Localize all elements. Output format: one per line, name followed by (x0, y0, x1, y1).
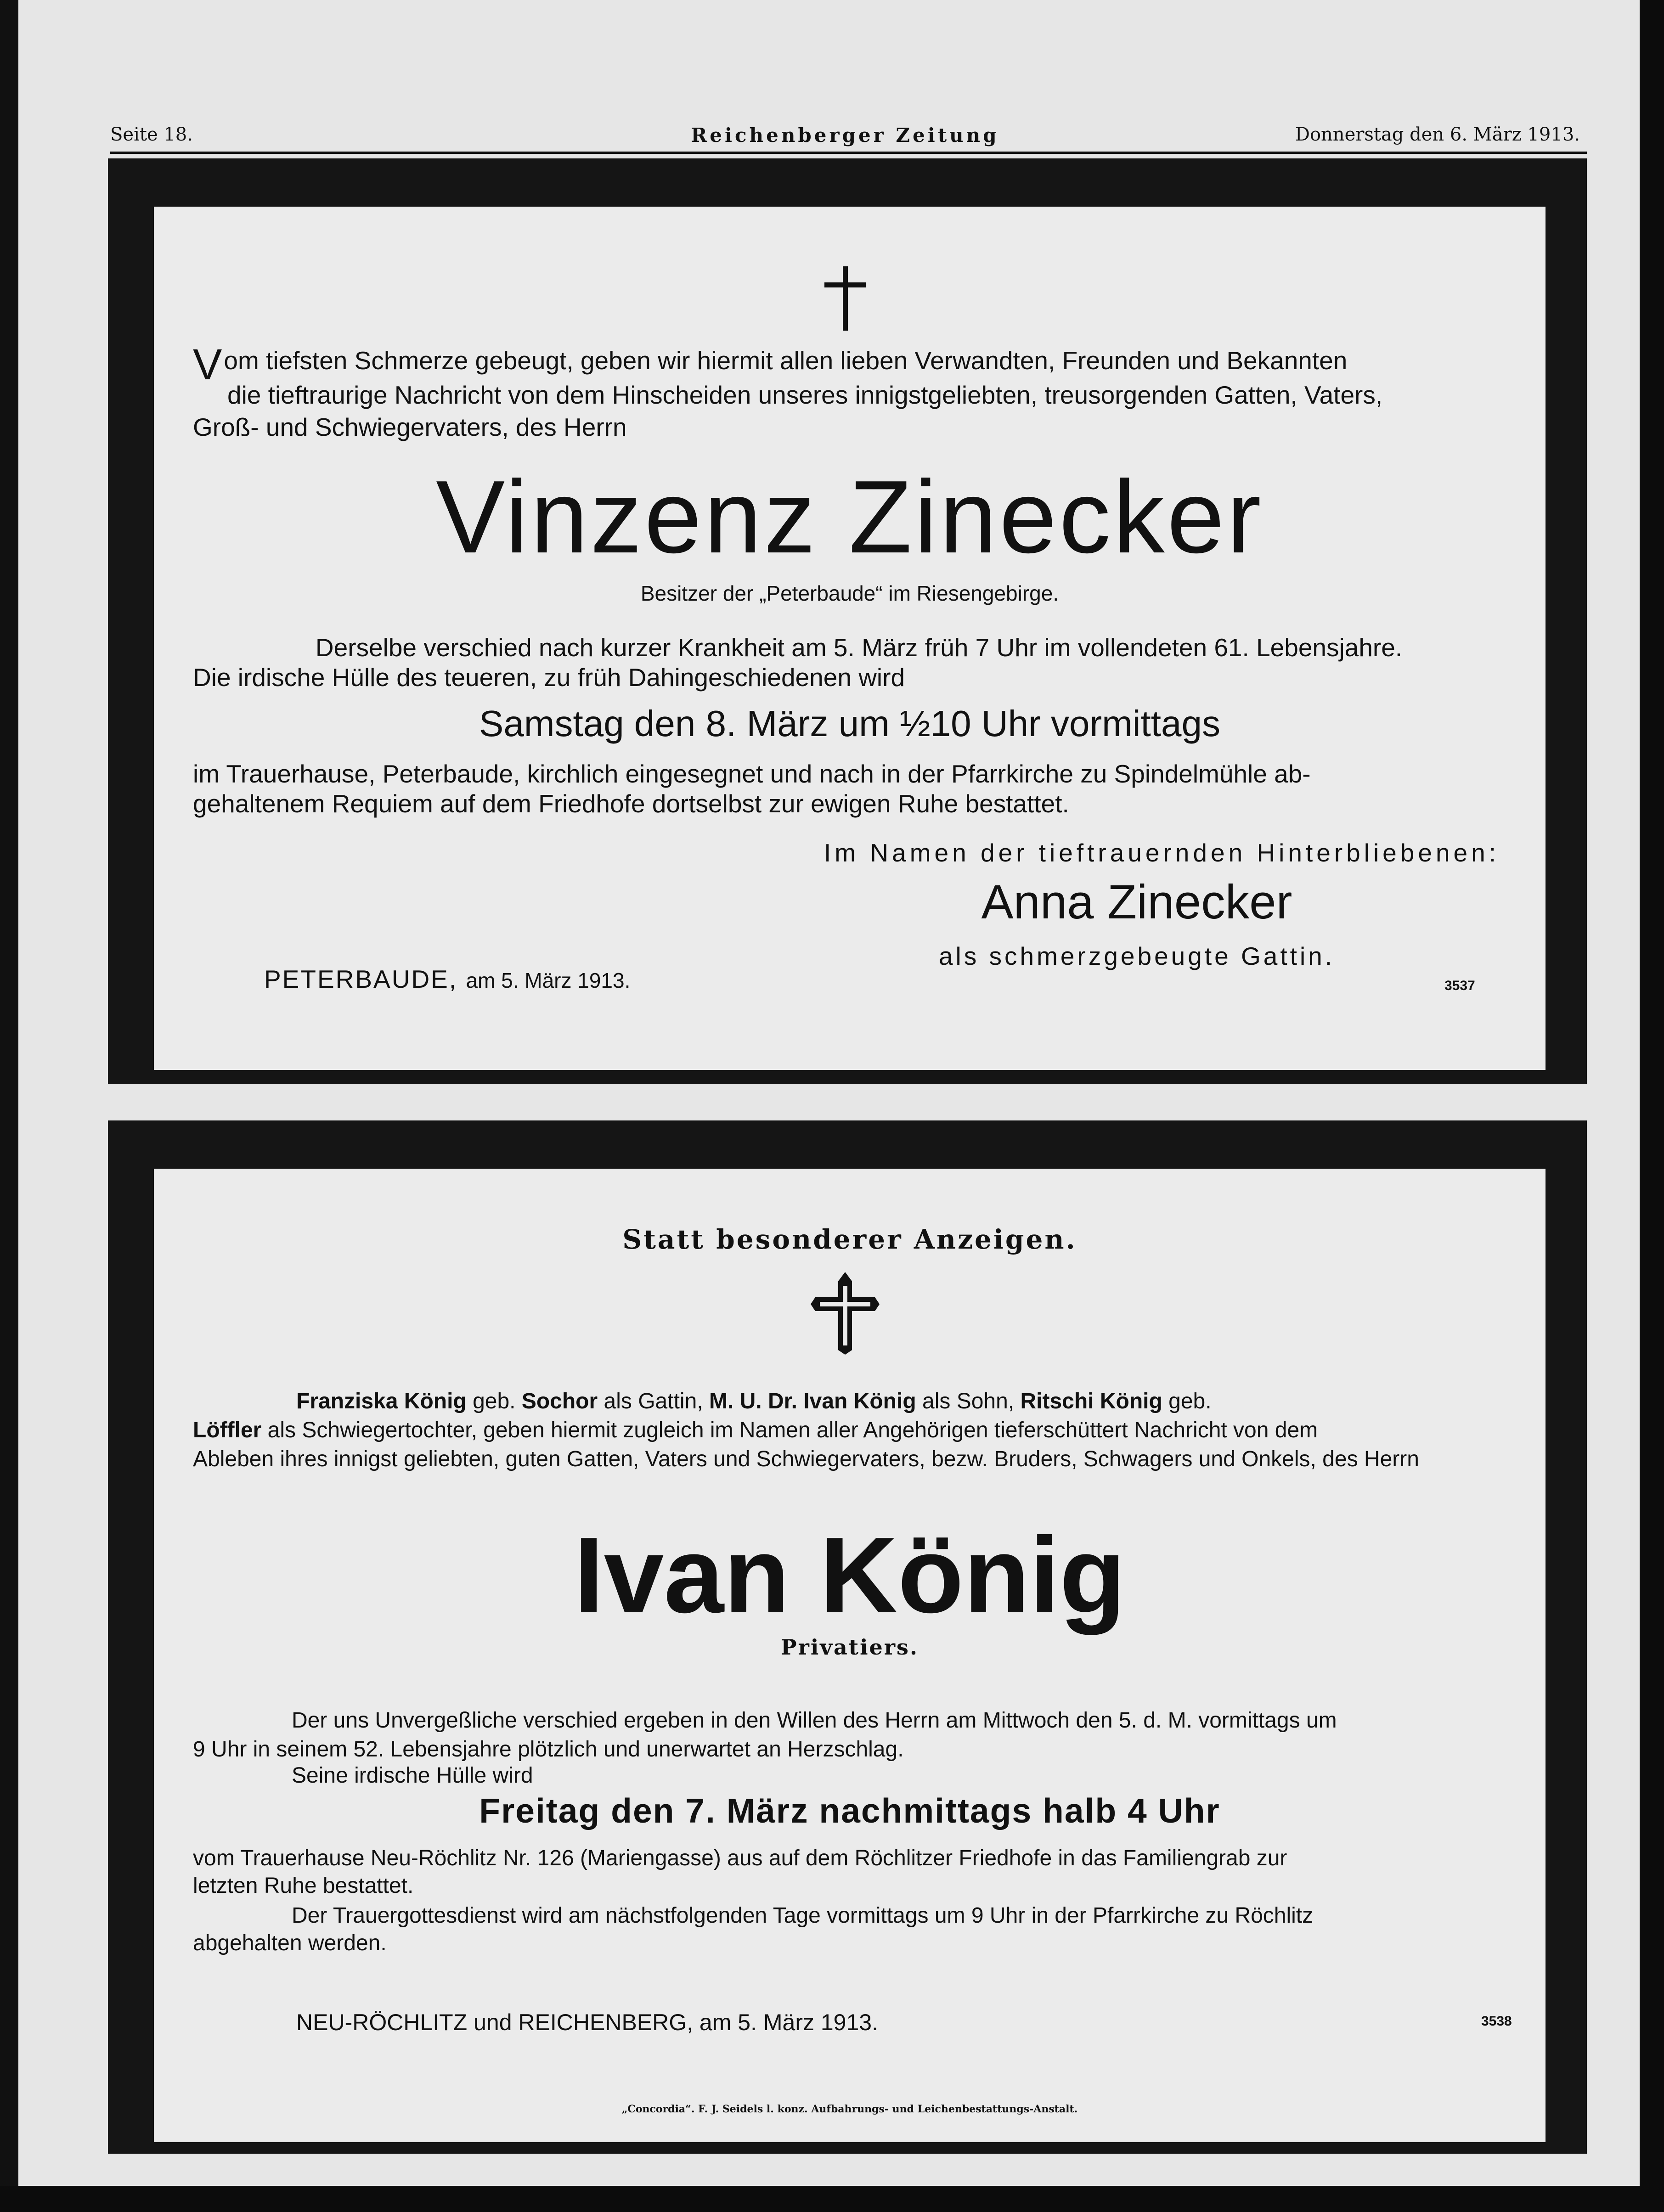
place-date: NEU-RÖCHLITZ und REICHENBERG, am 5. März 1913. (296, 2009, 878, 2035)
body-line: Derselbe verschied nach kurzer Krankheit am 5. März früh 7 Uhr im vollendeten 61. Lebensjahre. (315, 633, 1403, 662)
cross-icon (824, 266, 866, 331)
intro-line: Franziska König geb. Sochor als Gattin, M. U. Dr. Ivan König als Sohn, Ritschi König geb. (296, 1389, 1212, 1413)
body-line: gehaltenem Requiem auf dem Friedhofe dortselbst zur ewigen Ruhe bestattet. (193, 789, 1069, 818)
notice-body (154, 207, 1546, 1070)
header-rule (110, 152, 1587, 154)
newspaper-title: Reichenberger Zeitung (691, 124, 999, 146)
body-line: Seine irdische Hülle wird (292, 1763, 533, 1788)
signatory-role: als schmerzgebeugte Gattin. (938, 942, 1335, 970)
deceased-title: Privatiers. (781, 1635, 919, 1660)
intro-line: Groß- und Schwiegervaters, des Herrn (193, 413, 627, 441)
funeral-date: Freitag den 7. März nachmittags halb 4 Uhr (479, 1791, 1220, 1830)
ornate-cross-icon (811, 1272, 880, 1355)
intro-line: Vom tiefsten Schmerze gebeugt, geben wir hiermit allen lieben Verwandten, Freunden und Bekannten (193, 340, 1348, 389)
body-line: Der Trauergottesdienst wird am nächstfolgenden Tage vormittags um 9 Uhr in der Pfarrkirche zu Röchlitz (292, 1903, 1314, 1928)
drop-cap: V (193, 340, 222, 389)
intro-line: Löffler als Schwiegertochter, geben hiermit zugleich im Namen aller Angehörigen tieferschüttert Nachricht von dem (193, 1418, 1318, 1442)
body-line: im Trauerhause, Peterbaude, kirchlich eingesegnet und nach in der Pfarrkirche zu Spindelmühle ab- (193, 760, 1311, 788)
intro-line: Ableben ihres innigst geliebten, guten Gatten, Vaters und Schwiegervaters, bezw. Bruders, Schwagers und Onkels, des Herrn (193, 1447, 1419, 1471)
place-date: PETERBAUDE, am 5. März 1913. (264, 965, 631, 993)
page-number: Seite 18. (110, 124, 193, 145)
body-line: Die irdische Hülle des teueren, zu früh Dahingeschiedenen wird (193, 663, 905, 692)
notice-body (154, 1169, 1546, 2142)
funeral-date: Samstag den 8. März um ½10 Uhr vormittags (479, 703, 1220, 744)
issue-date: Donnerstag den 6. März 1913. (1295, 124, 1580, 145)
signatory-name: Anna Zinecker (981, 875, 1292, 929)
signature-intro: Im Namen der tieftrauernden Hinterbliebenen: (824, 839, 1500, 867)
scan-border-bottom (0, 2186, 1664, 2212)
body-line: letzten Ruhe bestattet. (193, 1874, 414, 1898)
obituary-notice-zinecker (108, 158, 1587, 1084)
undertaker-footer: „Concordia“. F. J. Seidels l. konz. Aufbahrungs- und Leichenbestattungs-Anstalt. (621, 2103, 1078, 2115)
body-line: 9 Uhr in seinem 52. Lebensjahre plötzlich und unerwartet an Herzschlag. (193, 1737, 904, 1762)
intro-line: die tieftraurige Nachricht von dem Hinscheiden unseres innigstgeliebten, treusorgenden Gatten, Vaters, (227, 381, 1383, 409)
ad-number: 3537 (1444, 978, 1475, 993)
ad-number: 3538 (1481, 2014, 1512, 2029)
obituary-notice-koenig (108, 1120, 1587, 2154)
deceased-title: Besitzer der „Peterbaude“ im Riesengebirge. (640, 581, 1059, 605)
body-line: Der uns Unvergeßliche verschied ergeben in den Willen des Herrn am Mittwoch den 5. d. M. vormittags um (292, 1708, 1337, 1733)
deceased-name: Ivan König (574, 1514, 1126, 1635)
notice-heading: Statt besonderer Anzeigen. (622, 1224, 1077, 1255)
newspaper-page (18, 0, 1640, 2212)
deceased-name: Vinzenz Zinecker (436, 459, 1264, 574)
scan-border-right (1640, 0, 1664, 2212)
body-line: vom Trauerhause Neu-Röchlitz Nr. 126 (Mariengasse) aus auf dem Röchlitzer Friedhofe in das Familiengrab zur (193, 1846, 1287, 1870)
body-line: abgehalten werden. (193, 1931, 387, 1955)
